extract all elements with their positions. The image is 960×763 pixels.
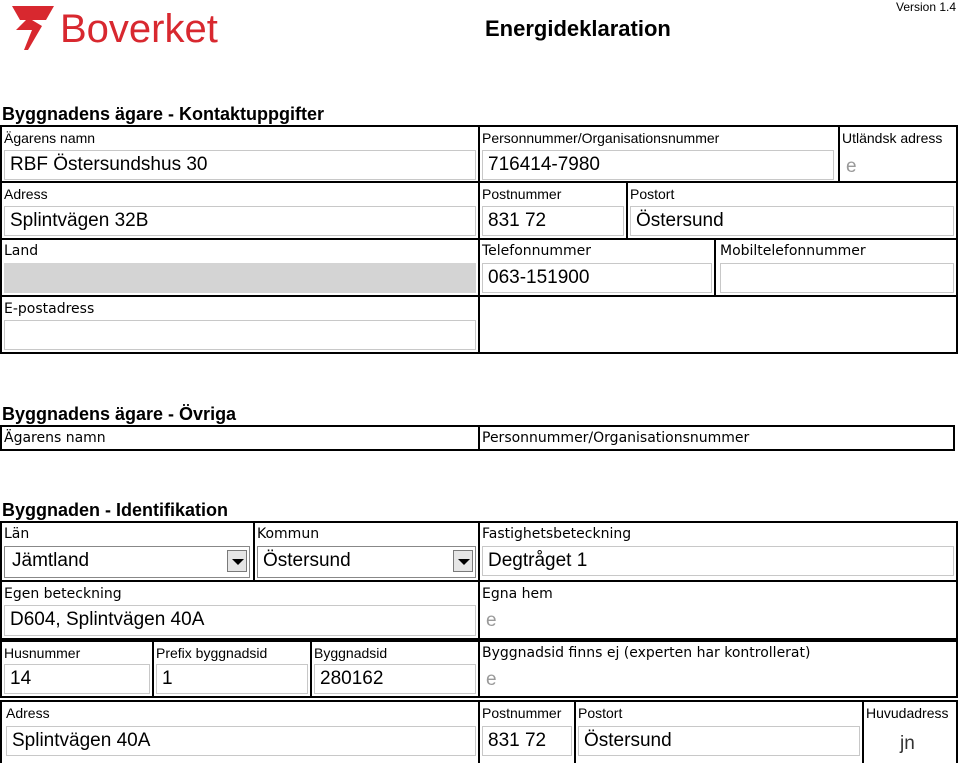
prefix-field[interactable]: 1 (156, 664, 308, 694)
lan-label: Län (4, 526, 30, 542)
lan-select-value: Jämtland (12, 550, 90, 571)
other-name-label: Ägarens namn (4, 430, 106, 446)
owner-address-field[interactable]: Splintvägen 32B (4, 206, 476, 236)
egna-hem-label: Egna hem (482, 586, 553, 602)
building-postnr-label: Postnummer (482, 705, 562, 721)
owner-country-label: Land (4, 243, 39, 259)
owner-postort-label: Postort (630, 186, 675, 202)
huvudadress-radio[interactable]: jn (900, 733, 915, 754)
owner-email-label: E-postadress (4, 301, 95, 317)
logo-text: Boverket (60, 7, 218, 51)
egen-beteckning-label: Egen beteckning (4, 586, 122, 602)
byggnadsid-label: Byggnadsid (314, 645, 388, 661)
page-title: Energideklaration (485, 16, 671, 41)
section-title-building-id: Byggnaden - Identifikation (2, 500, 229, 520)
kommun-select-value: Östersund (263, 550, 351, 571)
kommun-label: Kommun (257, 526, 320, 542)
husnummer-field[interactable]: 14 (4, 664, 150, 694)
egen-beteckning-field[interactable]: D604, Splintvägen 40A (4, 605, 476, 636)
building-postnr-field[interactable]: 831 72 (482, 726, 572, 756)
boverket-logo (6, 4, 226, 54)
owner-name-label: Ägarens namn (4, 130, 96, 146)
owner-mobile-field[interactable] (720, 263, 954, 293)
owner-email-field[interactable] (4, 320, 476, 350)
husnummer-label: Husnummer (4, 645, 81, 661)
owner-country-field[interactable] (4, 263, 476, 293)
version-label: Version 1.4 (896, 0, 957, 14)
owner-postnr-field[interactable]: 831 72 (482, 206, 624, 236)
section-title-owner-contact: Byggnadens ägare - Kontaktuppgifter (2, 104, 325, 124)
building-postort-label: Postort (578, 705, 623, 721)
owner-pnr-field[interactable]: 716414-7980 (482, 150, 834, 180)
kommun-select[interactable] (257, 546, 476, 578)
fastighet-label: Fastighetsbeteckning (482, 526, 632, 542)
section-title-owner-other: Byggnadens ägare - Övriga (2, 404, 237, 424)
owner-phone-field[interactable]: 063-151900 (482, 263, 712, 293)
lan-select[interactable] (4, 546, 250, 578)
byggnadsid-finns-ej-checkbox[interactable]: e (486, 669, 497, 690)
building-postort-field[interactable]: Östersund (578, 726, 860, 756)
kommun-dropdown-icon[interactable] (453, 550, 473, 572)
foreign-address-label: Utländsk adress (842, 130, 943, 146)
prefix-label: Prefix byggnadsid (156, 645, 268, 661)
owner-postnr-label: Postnummer (482, 186, 562, 202)
huvudadress-label: Huvudadress (866, 705, 949, 721)
fastighet-field[interactable]: Degtråget 1 (482, 546, 954, 576)
lan-dropdown-icon[interactable] (227, 550, 247, 572)
owner-address-label: Adress (4, 186, 48, 202)
byggnadsid-finns-ej-label: Byggnadsid finns ej (experten har kontrollerat) (482, 645, 811, 661)
egna-hem-checkbox[interactable]: e (486, 610, 497, 631)
owner-pnr-label: Personnummer/Organisationsnummer (482, 130, 720, 146)
foreign-address-checkbox[interactable]: e (846, 156, 857, 177)
owner-postort-field[interactable]: Östersund (630, 206, 954, 236)
building-address-label: Adress (6, 705, 50, 721)
owner-mobile-label: Mobiltelefonnummer (720, 243, 866, 259)
building-address-field[interactable]: Splintvägen 40A (6, 726, 476, 756)
logo-mark-icon (6, 4, 58, 52)
owner-phone-label: Telefonnummer (482, 243, 592, 259)
owner-name-field[interactable]: RBF Östersundshus 30 (4, 150, 476, 180)
byggnadsid-field[interactable]: 280162 (314, 664, 476, 694)
other-pnr-label: Personnummer/Organisationsnummer (482, 430, 750, 446)
